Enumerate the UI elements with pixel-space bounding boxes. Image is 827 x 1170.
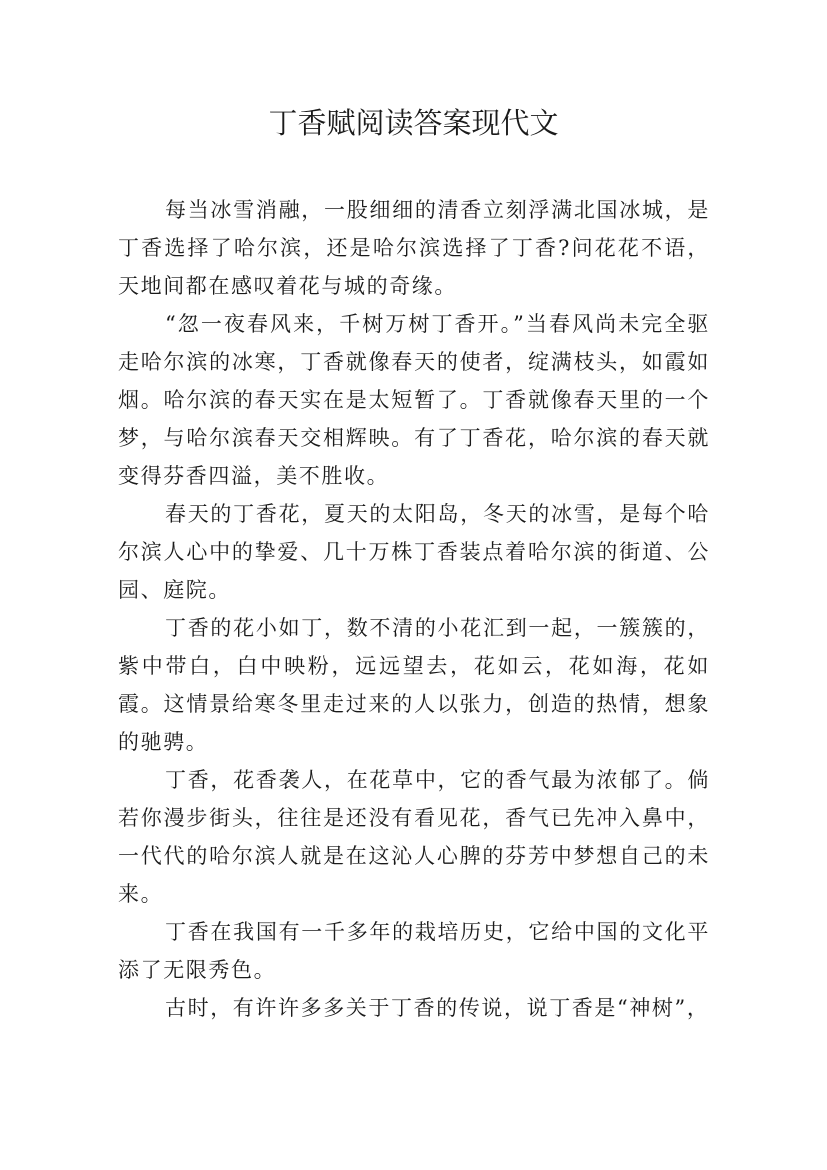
paragraph: 丁香的花小如丁，数不清的小花汇到一起，一簇簇的，紫中带白，白中映粉，远远望去，花如云，花如海，花如霞。这情景给寒冬里走过来的人以张力，创造的热情，想象的驰骋。 xyxy=(118,616,710,754)
document-title: 丁香赋阅读答案现代文 xyxy=(268,106,559,140)
paragraph: 古时，有许许多多关于丁香的传说，说丁香是“神树”， xyxy=(165,996,710,1020)
paragraph: “忽一夜春风来，千树万树丁香开。”当春风尚未完全驱走哈尔滨的冰寒，丁香就像春天的使者，绽满枝头，如霞如烟。哈尔滨的春天实在是太短暂了。丁香就像春天里的一个梦，与哈尔滨春天交相辉映。有了丁香花，哈尔滨的春天就变得芬香四溢，美不胜收。 xyxy=(118,312,710,488)
document-body xyxy=(118,191,710,1027)
paragraph: 丁香，花香袭人，在花草中，它的香气最为浓郁了。倘若你漫步街头，往往是还没有看见花，香气已先冲入鼻中，一代代的哈尔滨人就是在这沁人心脾的芬芳中梦想自己的未来。 xyxy=(118,768,710,906)
paragraph: 每当冰雪消融，一股细细的清香立刻浮满北国冰城，是丁香选择了哈尔滨，还是哈尔滨选择了丁香?问花花不语，天地间都在感叹着花与城的奇缘。 xyxy=(118,198,710,298)
paragraph: 丁香在我国有一千多年的栽培历史，它给中国的文化平添了无限秀色。 xyxy=(118,920,710,982)
paragraph: 春天的丁香花，夏天的太阳岛，冬天的冰雪，是每个哈尔滨人心中的挚爱、几十万株丁香装点着哈尔滨的街道、公园、庭院。 xyxy=(118,502,710,602)
